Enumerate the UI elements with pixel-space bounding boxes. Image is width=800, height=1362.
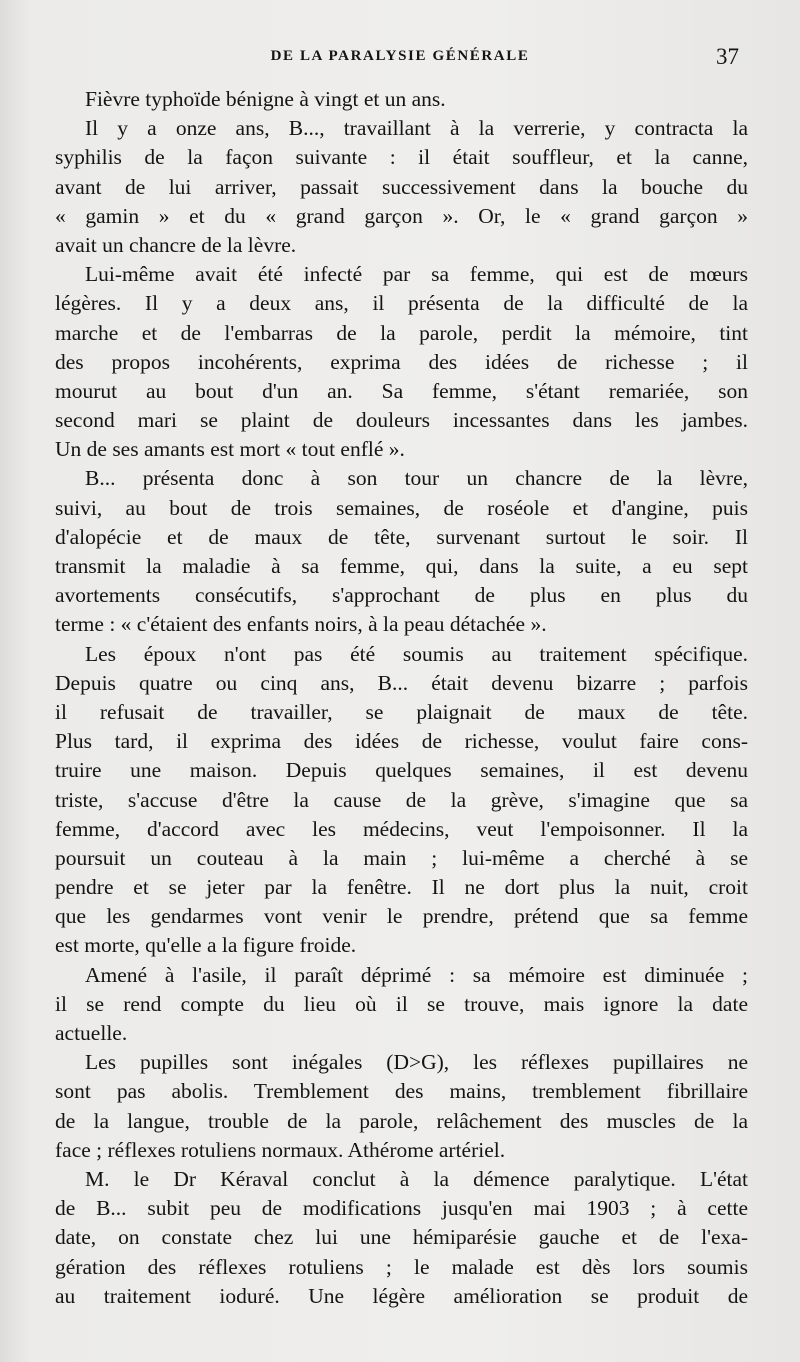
text-line: face ; réflexes rotuliens normaux. Athérome artériel. bbox=[55, 1137, 506, 1162]
running-title: DE LA PARALYSIE GÉNÉRALE bbox=[270, 48, 530, 64]
text-line: date, on constate chez lui une hémiparésie gauche et de l'exa- bbox=[55, 1225, 748, 1250]
text-line: transmit la maladie à sa femme, qui, dans la suite, a eu sept bbox=[55, 554, 748, 578]
text-line: syphilis de la façon suivante : il était souffleur, et la canne, bbox=[55, 145, 748, 170]
text-line: marche et de l'embarras de la parole, perdit la mémoire, tint bbox=[55, 320, 748, 345]
text-line: mourut au bout d'un an. Sa femme, s'étant remariée, son bbox=[55, 378, 748, 403]
text-line: pendre et se jeter par la fenêtre. Il ne dort plus la nuit, croit bbox=[55, 875, 748, 900]
text-line: M. le Dr Kéraval conclut à la démence paralytique. L'état bbox=[85, 1166, 748, 1191]
text-line: poursuit un couteau à la main ; lui-même a cherché à se bbox=[55, 845, 748, 870]
text-line: que les gendarmes vont venir le prendre, prétend que sa femme bbox=[55, 904, 748, 929]
text-line: terme : « c'étaient des enfants noirs, à la peau détachée ». bbox=[55, 612, 547, 637]
text-line: de la langue, trouble de la parole, relâchement des muscles de la bbox=[55, 1108, 748, 1133]
text-line: au traitement ioduré. Une légère amélioration se produit de bbox=[55, 1283, 748, 1308]
text-line: Depuis quatre ou cinq ans, B... était devenu bizarre ; parfois bbox=[55, 670, 748, 695]
text-line: gération des réflexes rotuliens ; le malade est dès lors soumis bbox=[55, 1254, 748, 1279]
text-line: Fièvre typhoïde bénigne à vingt et un ans. bbox=[85, 87, 446, 111]
text-line: sont pas abolis. Tremblement des mains, tremblement fibrillaire bbox=[55, 1079, 748, 1104]
text-line: truire une maison. Depuis quelques semaines, il est devenu bbox=[55, 758, 748, 783]
body-text bbox=[55, 85, 748, 1311]
page-number: 37 bbox=[716, 44, 739, 69]
text-line: Lui-même avait été infecté par sa femme, qui est de mœurs bbox=[85, 262, 748, 287]
text-line: avant de lui arriver, passait successivement dans la bouche du bbox=[55, 174, 748, 199]
text-line: triste, s'accuse d'être la cause de la grève, s'imagine que sa bbox=[55, 787, 748, 812]
text-line: Les époux n'ont pas été soumis au traitement spécifique. bbox=[85, 641, 748, 666]
text-line: « gamin » et du « grand garçon ». Or, le « grand garçon » bbox=[55, 203, 748, 228]
text-line: avortements consécutifs, s'approchant de plus en plus du bbox=[55, 583, 748, 608]
text-line: de B... subit peu de modifications jusqu'en mai 1903 ; à cette bbox=[55, 1196, 748, 1221]
text-line: des propos incohérents, exprima des idées de richesse ; il bbox=[55, 349, 748, 374]
text-line: est morte, qu'elle a la figure froide. bbox=[55, 933, 357, 958]
text-line: Il y a onze ans, B..., travaillant à la verrerie, y contracta la bbox=[85, 116, 748, 141]
text-line: second mari se plaint de douleurs incessantes dans les jambes. bbox=[55, 408, 748, 433]
text-line: légères. Il y a deux ans, il présenta de la difficulté de la bbox=[55, 291, 748, 316]
text-line: il se rend compte du lieu où il se trouve, mais ignore la date bbox=[55, 991, 748, 1016]
running-head bbox=[55, 44, 745, 70]
text-line: Amené à l'asile, il paraît déprimé : sa mémoire est diminuée ; bbox=[85, 962, 748, 987]
text-line: B... présenta donc à son tour un chancre de la lèvre, bbox=[85, 466, 748, 491]
text-line: avait un chancre de la lèvre. bbox=[55, 232, 297, 257]
text-line: femme, d'accord avec les médecins, veut l'empoisonner. Il la bbox=[55, 816, 748, 841]
text-line: il refusait de travailler, se plaignait de maux de tête. bbox=[55, 699, 748, 724]
text-line: actuelle. bbox=[55, 1021, 128, 1045]
text-line: Un de ses amants est mort « tout enflé ». bbox=[55, 437, 405, 462]
text-line: Les pupilles sont inégales (D>G), les réflexes pupillaires ne bbox=[85, 1050, 748, 1075]
text-line: suivi, au bout de trois semaines, de roséole et d'angine, puis bbox=[55, 495, 748, 520]
text-line: Plus tard, il exprima des idées de richesse, voulut faire cons- bbox=[55, 729, 748, 754]
text-line: d'alopécie et de maux de tête, survenant surtout le soir. Il bbox=[55, 524, 748, 549]
